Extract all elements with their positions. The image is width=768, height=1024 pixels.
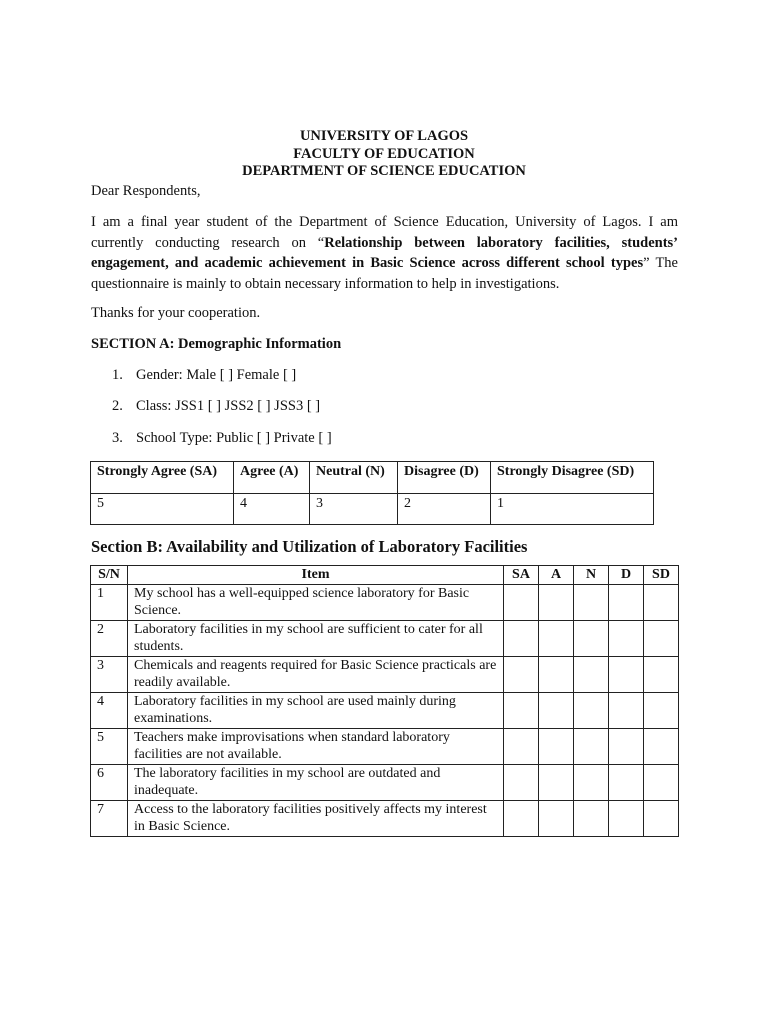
- response-cell-n[interactable]: [574, 657, 609, 693]
- table-row: [91, 621, 679, 657]
- row-item: Access to the laboratory facilities positively affects my interest in Basic Science.: [128, 801, 504, 837]
- response-cell-a[interactable]: [539, 585, 574, 621]
- response-cell-sd[interactable]: [644, 585, 679, 621]
- row-item: Laboratory facilities in my school are used mainly during examinations.: [128, 693, 504, 729]
- response-cell-n[interactable]: [574, 693, 609, 729]
- column-header-item: Item: [128, 566, 504, 585]
- response-cell-d[interactable]: [609, 765, 644, 801]
- section-a-title: SECTION A: Demographic Information: [91, 336, 342, 352]
- row-number: 7: [91, 801, 128, 837]
- response-cell-a[interactable]: [539, 621, 574, 657]
- response-cell-a[interactable]: [539, 693, 574, 729]
- list-number: 1.: [112, 367, 123, 383]
- response-cell-sd[interactable]: [644, 765, 679, 801]
- table-row: [91, 765, 679, 801]
- response-cell-a[interactable]: [539, 765, 574, 801]
- scale-header-cell: Agree (A): [234, 462, 310, 494]
- research-title: Relationship between laboratory facilities, students’ engagement, and academic achievement in Basic Science across different school types: [91, 234, 678, 271]
- row-item: Chemicals and reagents required for Basic Science practicals are readily available.: [128, 657, 504, 693]
- row-number: 1: [91, 585, 128, 621]
- list-number: 3.: [112, 430, 123, 446]
- scale-header-cell: Strongly Agree (SA): [91, 462, 234, 494]
- response-cell-d[interactable]: [609, 657, 644, 693]
- column-header-sa: SA: [504, 566, 539, 585]
- response-cell-n[interactable]: [574, 801, 609, 837]
- response-cell-sd[interactable]: [644, 729, 679, 765]
- response-cell-sa[interactable]: [504, 693, 539, 729]
- scale-header-cell: Neutral (N): [310, 462, 398, 494]
- response-cell-sa[interactable]: [504, 585, 539, 621]
- response-cell-sa[interactable]: [504, 657, 539, 693]
- table-header-row: [91, 566, 679, 585]
- scale-value-cell: 4: [234, 494, 310, 525]
- response-cell-sa[interactable]: [504, 729, 539, 765]
- column-header-a: A: [539, 566, 574, 585]
- document-header: [0, 128, 768, 181]
- row-item: My school has a well-equipped science laboratory for Basic Science.: [128, 585, 504, 621]
- row-number: 3: [91, 657, 128, 693]
- university-name: UNIVERSITY OF LAGOS: [299, 128, 469, 144]
- response-cell-sd[interactable]: [644, 621, 679, 657]
- column-header-n: N: [574, 566, 609, 585]
- response-cell-d[interactable]: [609, 585, 644, 621]
- scale-value-cell: 3: [310, 494, 398, 525]
- greeting: Dear Respondents,: [91, 183, 201, 199]
- rating-scale-table: [90, 461, 654, 525]
- table-row: [91, 585, 679, 621]
- scale-value-cell: 5: [91, 494, 234, 525]
- response-cell-sd[interactable]: [644, 801, 679, 837]
- intro-text-end: ” The questionnaire is mainly to obtain necessary information to help in investigations.: [91, 255, 678, 292]
- response-cell-d[interactable]: [609, 693, 644, 729]
- scale-header-cell: Disagree (D): [398, 462, 491, 494]
- intro-text-start: I am a final year student of the Department of Science Education, University of Lagos. I am currently conducting research on “: [91, 214, 678, 251]
- scale-value-cell: 2: [398, 494, 491, 525]
- row-item: The laboratory facilities in my school are outdated and inadequate.: [128, 765, 504, 801]
- response-cell-n[interactable]: [574, 765, 609, 801]
- table-row: [91, 657, 679, 693]
- column-header-sn: S/N: [91, 566, 128, 585]
- row-number: 4: [91, 693, 128, 729]
- table-row: [91, 693, 679, 729]
- scale-value-cell: 1: [491, 494, 654, 525]
- response-cell-n[interactable]: [574, 729, 609, 765]
- response-cell-sd[interactable]: [644, 657, 679, 693]
- list-text: Gender: Male [ ] Female [ ]: [136, 367, 297, 383]
- response-cell-a[interactable]: [539, 729, 574, 765]
- scale-value-row: [91, 494, 654, 525]
- response-cell-sa[interactable]: [504, 765, 539, 801]
- scale-header-row: [91, 462, 654, 494]
- section-b-title: Section B: Availability and Utilization of Laboratory Facilities: [91, 537, 528, 556]
- response-cell-d[interactable]: [609, 729, 644, 765]
- row-item: Teachers make improvisations when standard laboratory facilities are not available.: [128, 729, 504, 765]
- column-header-d: D: [609, 566, 644, 585]
- thanks-line: Thanks for your cooperation.: [91, 305, 261, 321]
- row-number: 6: [91, 765, 128, 801]
- table-row: [91, 729, 679, 765]
- row-number: 5: [91, 729, 128, 765]
- row-number: 2: [91, 621, 128, 657]
- demographic-item-class: [112, 398, 320, 415]
- department-name: DEPARTMENT OF SCIENCE EDUCATION: [242, 163, 526, 179]
- intro-paragraph: [91, 212, 678, 294]
- list-number: 2.: [112, 398, 123, 414]
- response-cell-a[interactable]: [539, 657, 574, 693]
- column-header-sd: SD: [644, 566, 679, 585]
- response-cell-n[interactable]: [574, 621, 609, 657]
- response-cell-sa[interactable]: [504, 801, 539, 837]
- scale-header-cell: Strongly Disagree (SD): [491, 462, 654, 494]
- response-cell-n[interactable]: [574, 585, 609, 621]
- response-cell-sa[interactable]: [504, 621, 539, 657]
- list-text: School Type: Public [ ] Private [ ]: [136, 430, 332, 446]
- response-cell-d[interactable]: [609, 801, 644, 837]
- response-cell-sd[interactable]: [644, 693, 679, 729]
- faculty-name: FACULTY OF EDUCATION: [293, 145, 475, 162]
- demographic-item-gender: [112, 367, 296, 384]
- list-text: Class: JSS1 [ ] JSS2 [ ] JSS3 [ ]: [136, 398, 321, 414]
- response-cell-a[interactable]: [539, 801, 574, 837]
- section-b-table: [90, 565, 679, 837]
- table-row: [91, 801, 679, 837]
- row-item: Laboratory facilities in my school are sufficient to cater for all students.: [128, 621, 504, 657]
- response-cell-d[interactable]: [609, 621, 644, 657]
- demographic-item-school-type: [112, 430, 332, 447]
